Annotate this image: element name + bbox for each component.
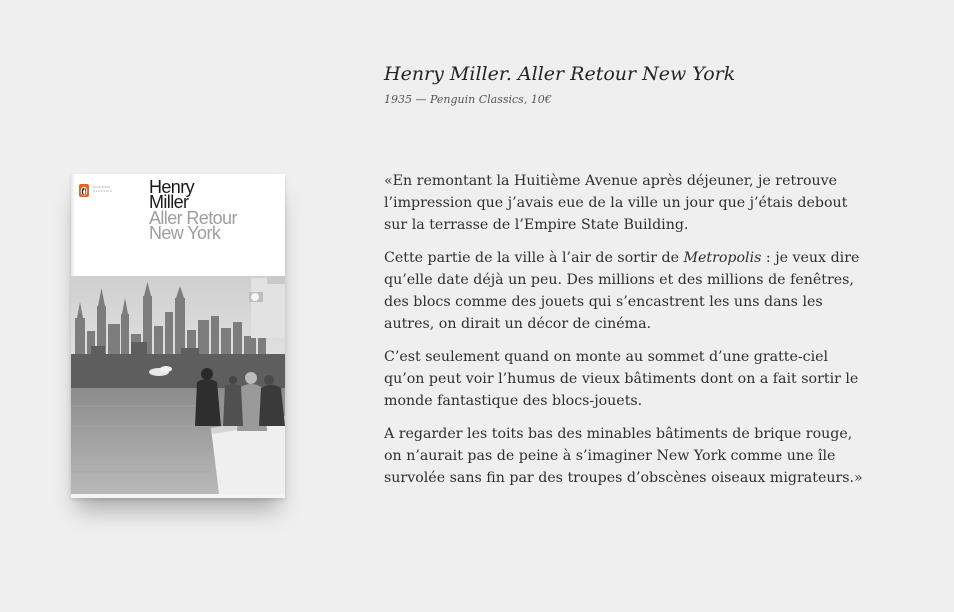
cover-title-line1: Aller Retour: [149, 208, 237, 228]
excerpt-p2-title: Metropolis: [683, 250, 762, 266]
cover-title-line2: New York: [149, 223, 221, 243]
series-label: MODERN CLASSICS: [93, 185, 113, 193]
cover-author-last: Miller: [149, 192, 189, 212]
excerpt-paragraph-3: C’est seulement quand on monte au sommet d’une gratte-ciel qu’on peut voir l’humus de vieux bâtiments dont on a fait sortir le monde fantastique des blocs-jouets.: [384, 349, 859, 409]
excerpt-paragraph-2: [384, 247, 864, 335]
cover-author-first: Henry: [149, 177, 195, 197]
excerpt: [384, 170, 864, 500]
cover-photo-skyline: [71, 276, 285, 494]
cover-author: [149, 177, 239, 212]
excerpt-paragraph-4: A regarder les toits bas des minables bâtiments de brique rouge, on n’aurait pas de peine à s’imaginer New York comme une île survolée sans fin par des troupes d’obscènes oiseaux migrateurs.»: [384, 426, 863, 486]
excerpt-p2-after: : je veux dire qu’elle date déjà un peu. Des millions et des millions de fenêtres, des blocs comme des jouets qui s’encastrent les uns dans les autres, on dirait un décor de cinéma.: [384, 250, 860, 332]
excerpt-p2-before: Cette partie de la ville à l’air de sortir de: [384, 250, 684, 266]
cover-bottom-strip: [71, 494, 285, 498]
book-cover: [71, 174, 285, 498]
book-heading: Henry Miller. Aller Retour New York: [384, 63, 736, 85]
penguin-logo-icon: [79, 184, 89, 197]
book-meta: 1935 — Penguin Classics, 10€: [384, 93, 552, 106]
cover-title: [149, 208, 269, 243]
excerpt-paragraph-1: «En remontant la Huitième Avenue après déjeuner, je retrouve l’impression que j’avais eue de la ville un jour que j’étais debout sur la terrasse de l’Empire State Building.: [384, 173, 848, 233]
